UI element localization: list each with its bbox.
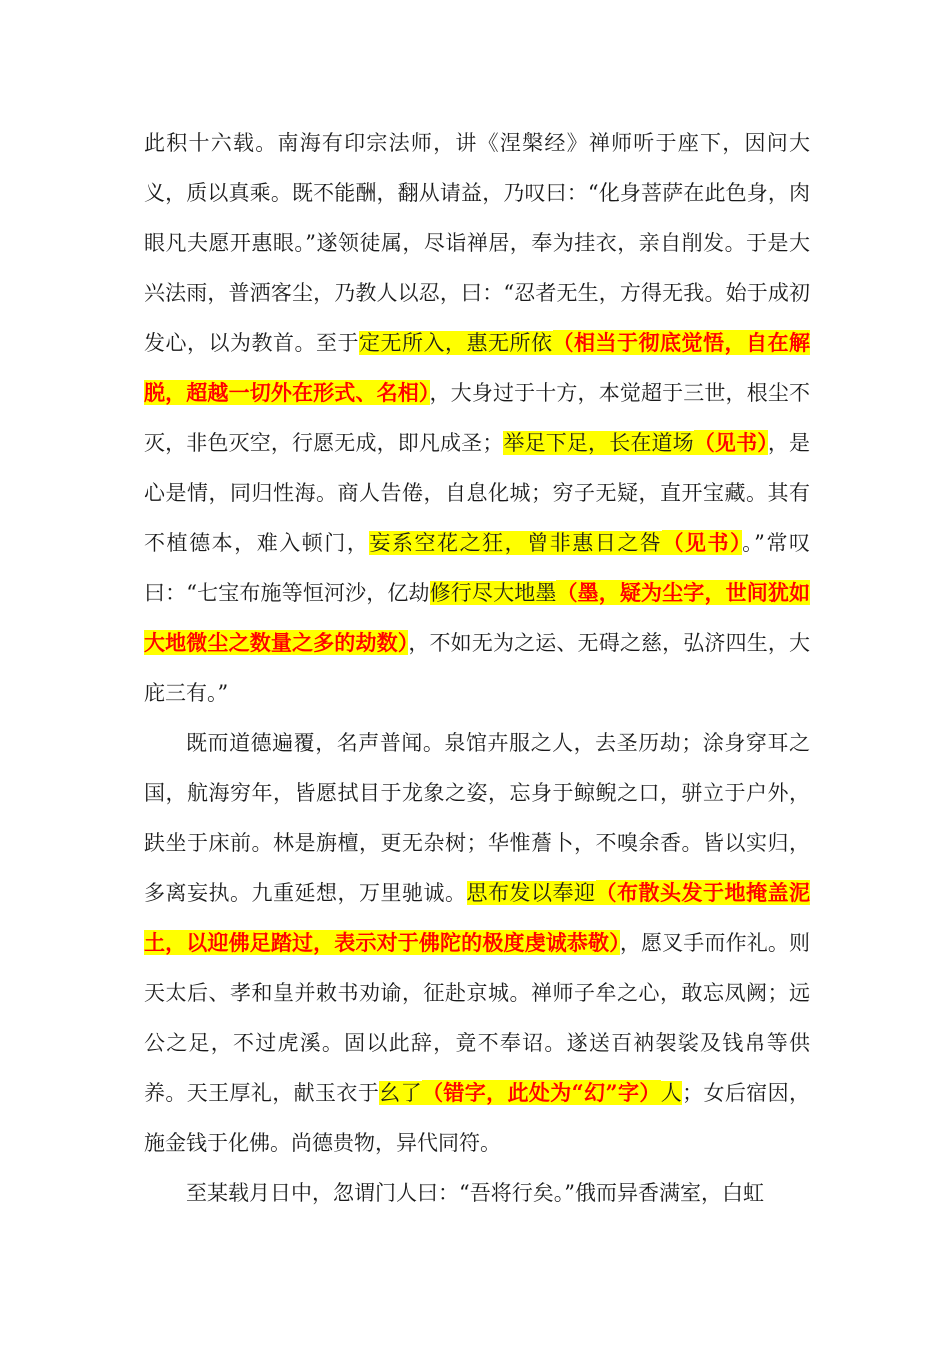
document-body <box>144 118 810 1218</box>
annotation-note: （相当于彻底觉悟，自在解脱，超越一切外在形式、名相） <box>144 330 810 405</box>
body-text: ；女后宿因，施金钱于化佛。尚德贵物，异代同符。 <box>144 1081 811 1155</box>
annotation-note: （错字，此处为“幻”字） <box>421 1080 661 1105</box>
body-text: 既而道德遍覆，名声普闻。泉馆卉服之人，去圣历劫；涂身穿耳之国，航海穷年，皆愿拭目于龙象之姿，忘身于鲸鲵之口，骈立于户外，趺坐于床前。林是旃檀，更无杂树；华惟薝卜，不嗅余香。皆以实归，多离妄执。九重延想，万里驰诚。 <box>144 731 810 905</box>
annotation-note: （墨，疑为尘字，世间犹如大地微尘之数量之多的劫数） <box>144 580 810 655</box>
paragraph-3 <box>144 1168 810 1218</box>
body-text: 此积十六载。南海有印宗法师，讲《涅槃经》禅师听于座下，因问大义，质以真乘。既不能酬，翻从请益，乃叹曰：“化身菩萨在此色身，肉眼凡夫愿开惠眼。”遂领徒属，尽诣禅居，奉为挂衣，亲自削发。于是大兴法雨，普洒客尘，乃教人以忍，曰：“忍者无生，方得无我。始于成初发心，以为教首。至于 <box>144 131 810 355</box>
body-text: ，是心是情，同归性海。商人告倦，自息化城；穷子无疑，直开宝藏。其有不植德本，难入顿门， <box>144 431 811 555</box>
paragraph-1 <box>144 118 810 718</box>
highlighted-text: 修行尽大地墨 <box>429 581 557 605</box>
annotation-note: （见书） <box>662 530 743 555</box>
annotation-note: （见书） <box>693 430 768 455</box>
body-text: 至某载月日中，忽谓门人曰：“吾将行矣。”俄而异香满室，白虹 <box>186 1181 764 1205</box>
highlighted-text: 幺了 <box>379 1081 422 1105</box>
highlighted-text: 定无所入，惠无所依 <box>359 331 553 355</box>
annotation-note: （布散头发于地掩盖泥土，以迎佛足踏过，表示对于佛陀的极度虔诚恭敬） <box>144 880 810 955</box>
body-text: ，大身过于十方，本觉超于三世，根尘不灭，非色灭空，行愿无成，即凡成圣； <box>144 381 810 455</box>
highlighted-text: 人 <box>660 1081 683 1105</box>
body-text: ，不如无为之运、无碍之慈，弘济四生，大庇三有。” <box>144 631 811 705</box>
highlighted-text: 举足下足，长在道场 <box>503 431 694 455</box>
highlighted-text: 思布发以奉迎 <box>466 881 596 905</box>
highlighted-text: 妄系空花之狂，曾非惠日之咎 <box>369 531 663 555</box>
body-text: 。”常叹曰：“七宝布施等恒河沙，亿劫 <box>144 531 811 605</box>
body-text: ，愿叉手而作礼。则天太后、孝和皇并敕书劝谕，征赴京城。禅师子牟之心，敢忘凤阙；远公之足，不过虎溪。固以此辞，竟不奉诏。遂送百衲袈裟及钱帛等供养。天王厚礼，献玉衣于 <box>144 931 811 1105</box>
paragraph-2 <box>144 718 810 1168</box>
